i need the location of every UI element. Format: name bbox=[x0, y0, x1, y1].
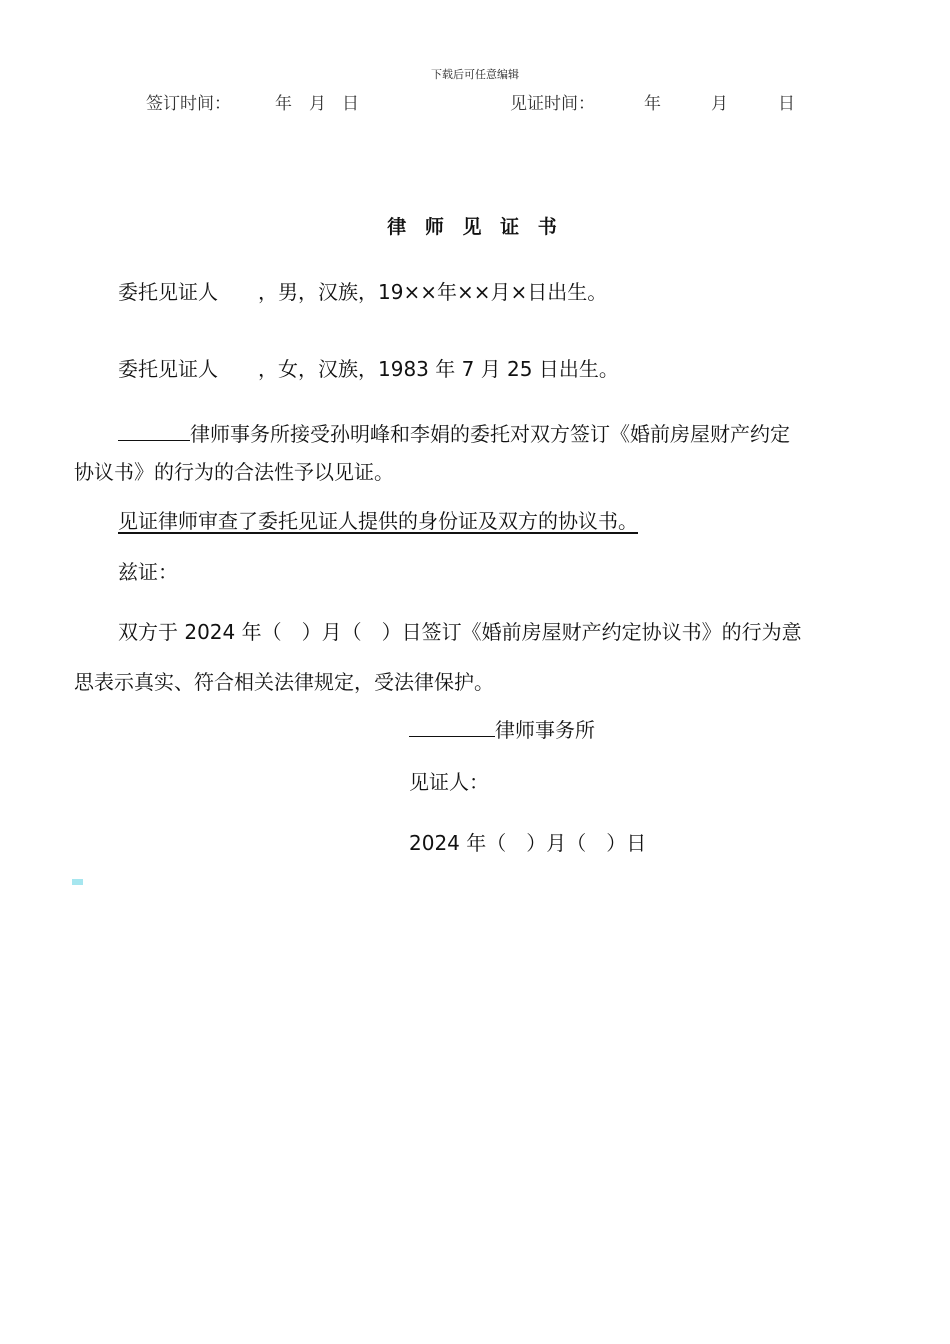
paragraph-1-text: 律师事务所接受孙明峰和李娟的委托对双方签订《婚前房屋财产约定 bbox=[190, 422, 790, 446]
sign-month: 月 bbox=[309, 94, 326, 114]
paragraph-1-line-1 bbox=[118, 418, 790, 447]
witness-label: 见证人： bbox=[409, 770, 489, 794]
document-title: 律 师 见 证 书 bbox=[387, 216, 563, 238]
firm-label: 律师事务所 bbox=[495, 718, 595, 742]
witness-time-label: 见证时间： bbox=[510, 94, 595, 114]
header-note: 下载后可任意编辑 bbox=[431, 68, 519, 81]
certify-label: 兹证： bbox=[118, 560, 178, 584]
firm-name-blank bbox=[118, 420, 190, 441]
witness-day: 日 bbox=[778, 94, 795, 114]
firm-signature-line bbox=[409, 714, 595, 743]
party-2-info: 委托见证人 ，女，汉族，1983 年 7 月 25 日出生。 bbox=[118, 357, 619, 381]
sign-day: 日 bbox=[342, 94, 359, 114]
witness-year: 年 bbox=[644, 94, 661, 114]
text-cursor-marker bbox=[72, 879, 83, 885]
declaration-line-1: 双方于 2024 年（ ）月（ ）日签订《婚前房屋财产约定协议书》的行为意 bbox=[118, 620, 802, 644]
paragraph-1-line-2: 协议书》的行为的合法性予以见证。 bbox=[74, 460, 394, 484]
party-1-info: 委托见证人 ，男，汉族，19××年××月×日出生。 bbox=[118, 280, 608, 304]
signature-date: 2024 年（ ）月（ ）日 bbox=[409, 831, 647, 855]
firm-signature-blank bbox=[409, 716, 495, 737]
declaration-line-2: 思表示真实、符合相关法律规定，受法律保护。 bbox=[74, 670, 494, 694]
review-statement: 见证律师审查了委托见证人提供的身份证及双方的协议书。 bbox=[118, 509, 638, 533]
witness-month: 月 bbox=[711, 94, 728, 114]
sign-time-label: 签订时间： bbox=[146, 94, 231, 114]
sign-year: 年 bbox=[275, 94, 292, 114]
